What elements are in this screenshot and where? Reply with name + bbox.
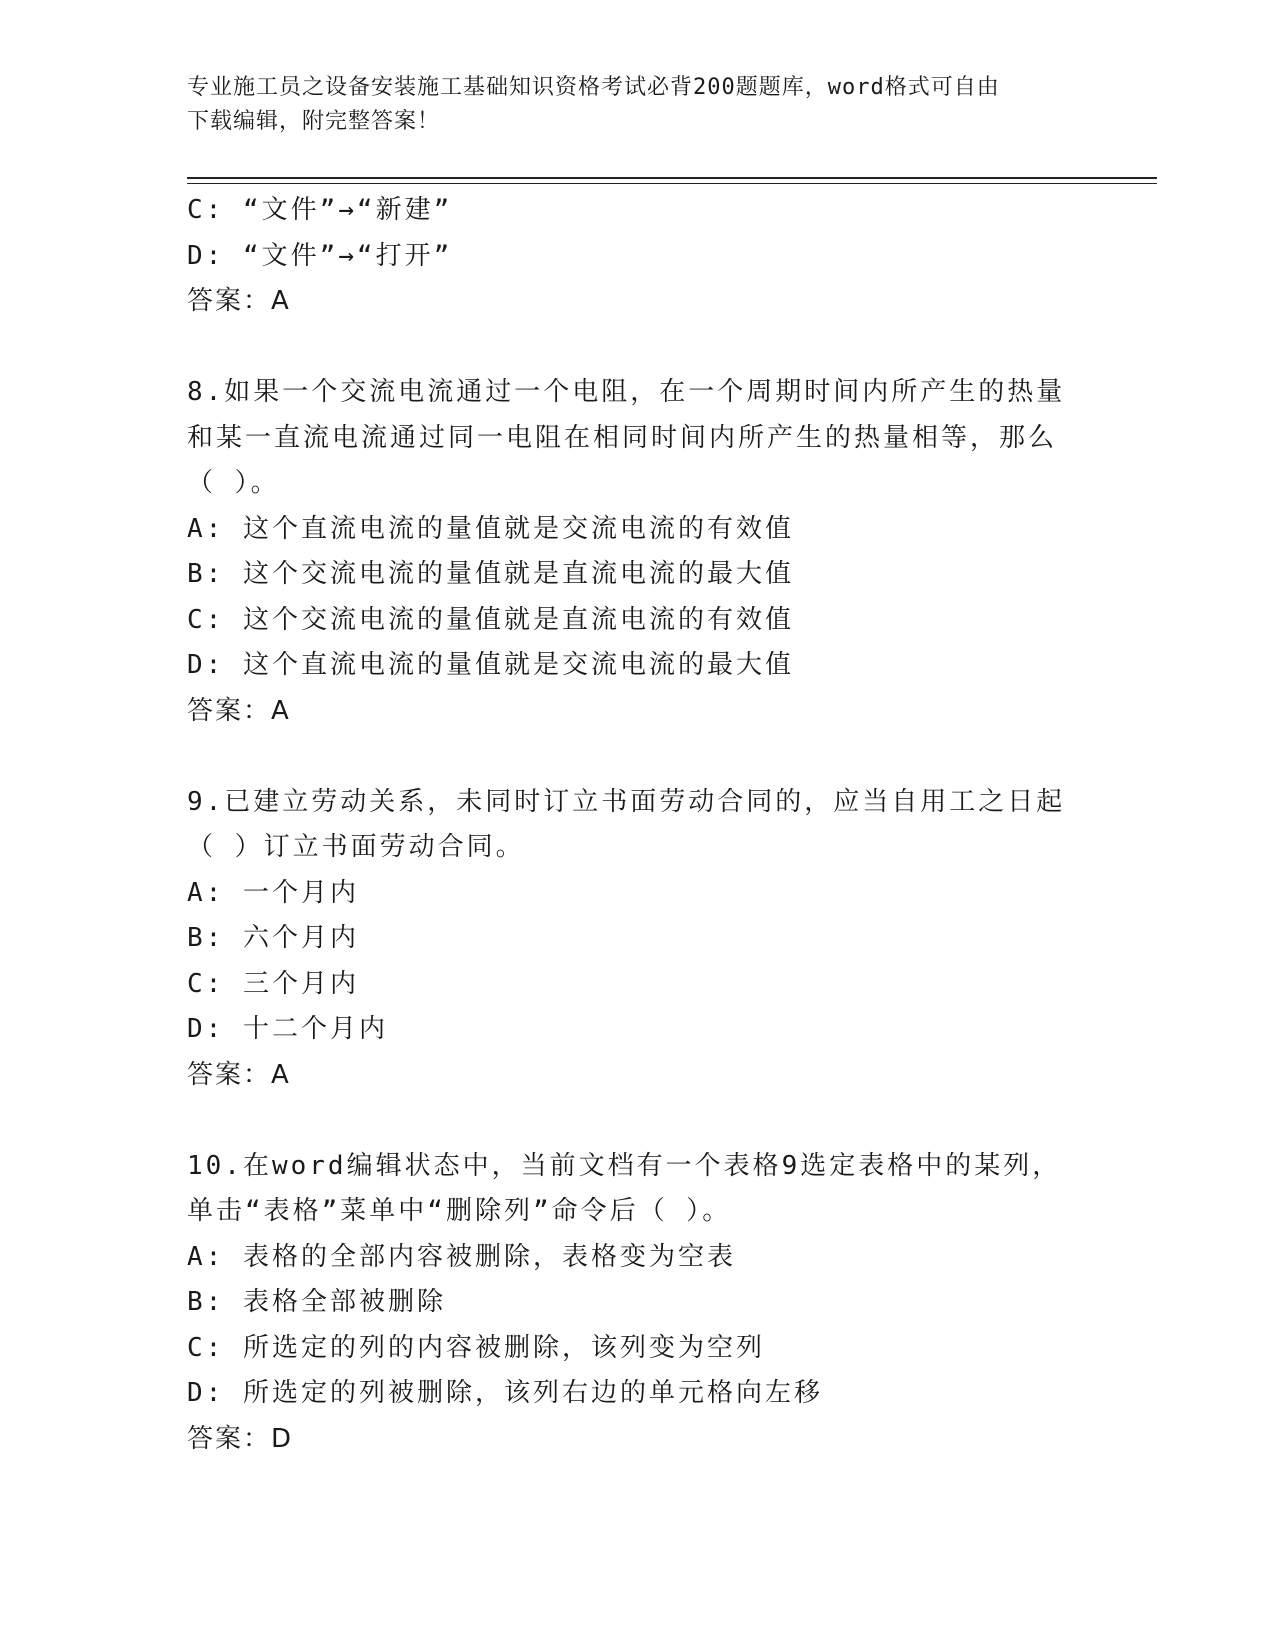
option-c: C: 所选定的列的内容被删除，该列变为空列: [187, 1332, 765, 1363]
document-content: [187, 188, 1087, 1462]
answer-line: 答案：A: [187, 695, 291, 726]
option-d: D: “文件”→“打开”: [187, 240, 453, 271]
header-rule-thin: [187, 183, 1157, 184]
option-a: A: 表格的全部内容被删除，表格变为空表: [187, 1241, 736, 1272]
question-stem-line: 8.如果一个交流电流通过一个电阻，在一个周期时间内所产生的热量: [187, 377, 1066, 407]
question-8: [187, 370, 1087, 734]
question-stem-line: 9.已建立劳动关系，未同时订立书面劳动合同的，应当自用工之日起: [187, 786, 1066, 817]
option-b: B: 六个月内: [187, 923, 359, 953]
header-line-1: 专业施工员之设备安装施工基础知识资格考试必背200题题库，word格式可自由: [187, 75, 1000, 100]
option-b: B: 这个交流电流的量值就是直流电流的最大值: [187, 559, 794, 589]
question-stem-line: 和某一直流电流通过同一电阻在相同时间内所产生的热量相等，那么: [187, 422, 1058, 453]
question-9: [187, 780, 1087, 1099]
document-header: [187, 71, 1067, 139]
answer-line: 答案：A: [187, 286, 291, 316]
question-stem-line: 单击“表格”菜单中“删除列”命令后（ ）。: [187, 1196, 732, 1226]
option-a: A: 一个月内: [187, 877, 359, 908]
header-rule-thick: [187, 177, 1157, 179]
question-10: [187, 1144, 1087, 1463]
option-d: D: 这个直流电流的量值就是交流电流的最大值: [187, 650, 794, 680]
answer-line: 答案：A: [187, 1059, 291, 1090]
question-7-tail: [187, 188, 1087, 325]
question-stem-line: （ ）。: [187, 468, 280, 498]
option-d: D: 十二个月内: [187, 1014, 388, 1044]
option-c: C: 这个交流电流的量值就是直流电流的有效值: [187, 604, 794, 635]
option-d: D: 所选定的列被删除，该列右边的单元格向左移: [187, 1378, 823, 1408]
option-b: B: 表格全部被删除: [187, 1287, 446, 1317]
question-stem-line: （ ）订立书面劳动合同。: [187, 832, 525, 862]
answer-line: 答案：D: [187, 1423, 294, 1454]
spacer: [187, 1098, 1087, 1144]
option-c: C: “文件”→“新建”: [187, 195, 453, 225]
question-stem-line: 10.在word编辑状态中，当前文档有一个表格9选定表格中的某列，: [187, 1150, 1062, 1181]
option-a: A: 这个直流电流的量值就是交流电流的有效值: [187, 513, 794, 544]
option-c: C: 三个月内: [187, 968, 359, 999]
spacer: [187, 325, 1087, 371]
header-line-2: 下载编辑，附完整答案！: [187, 109, 441, 134]
spacer: [187, 734, 1087, 780]
